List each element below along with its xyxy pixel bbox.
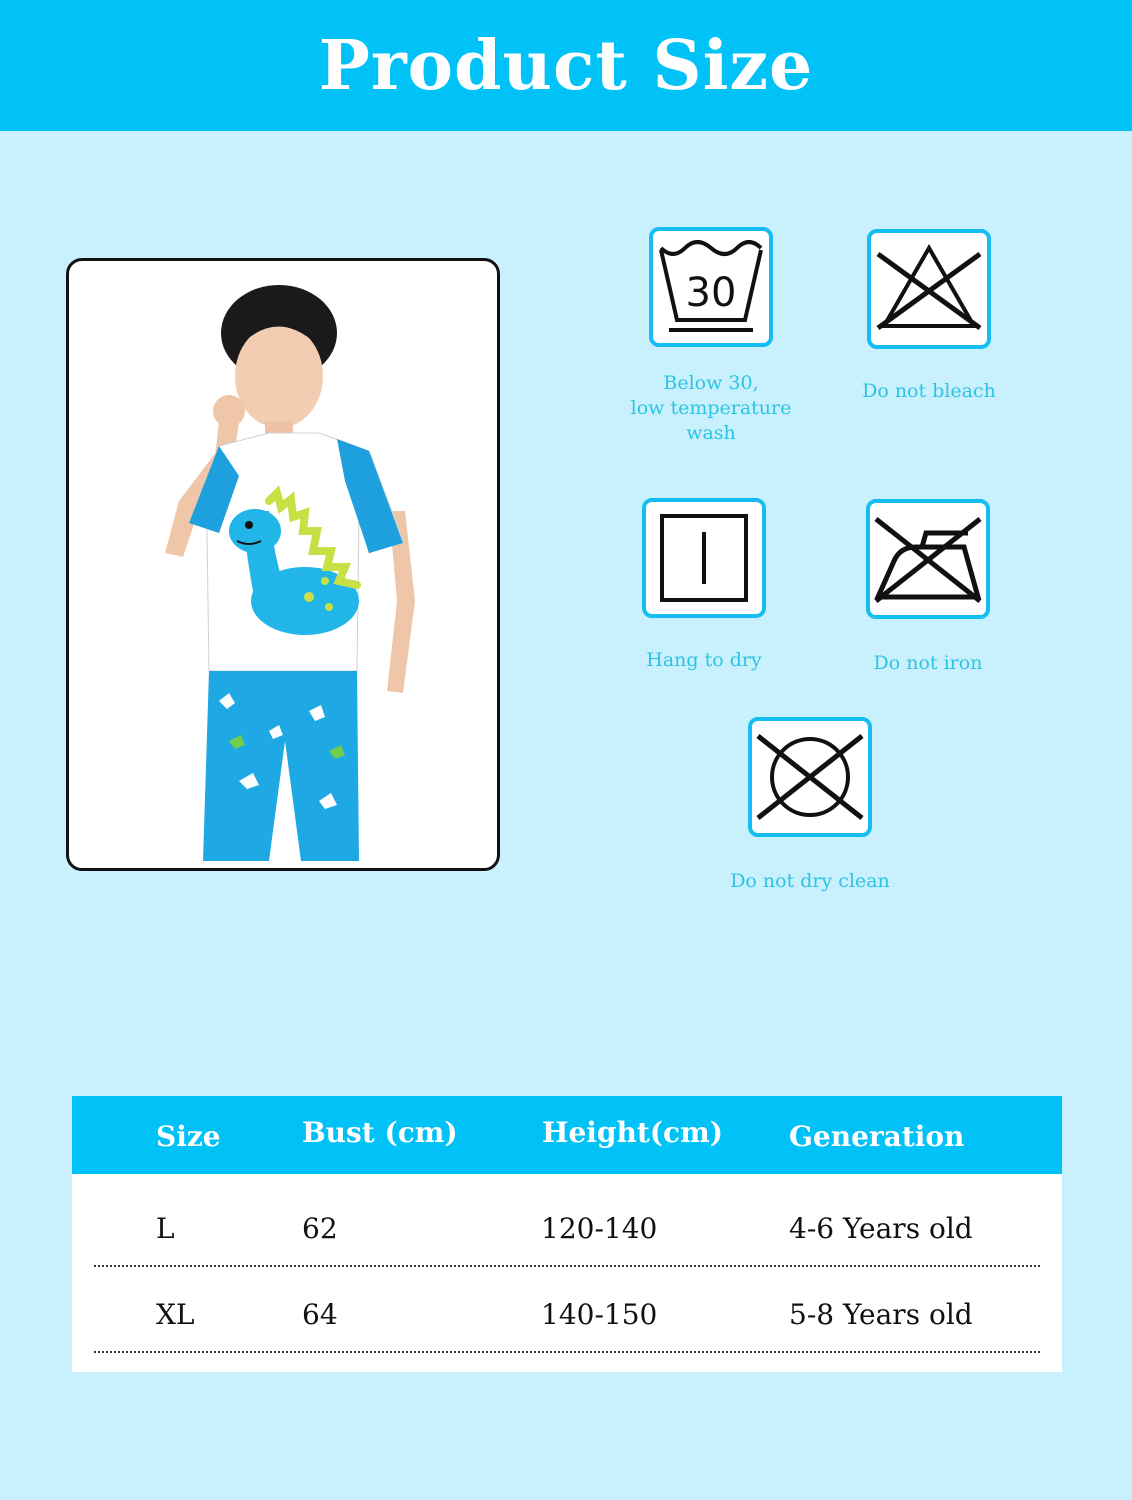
cell-size: L [156,1212,175,1245]
cell-size: XL [156,1298,195,1331]
dry-label: Hang to dry [646,649,762,671]
dryclean-label: Do not dry clean [730,870,890,892]
cell-height: 120-140 [541,1212,658,1245]
cell-generation: 4-6 Years old [789,1212,973,1245]
header-size: Size [156,1120,221,1153]
care-bleach [809,229,1049,404]
wash-label-line1: Below 30, [663,372,759,394]
header-bar [0,0,1132,131]
svg-text:30: 30 [685,270,737,316]
table-header [72,1096,1062,1174]
cell-generation: 5-8 Years old [789,1298,973,1331]
page-title: Product Size [318,25,814,106]
bleach-label: Do not bleach [862,380,996,402]
no-iron-icon [872,511,984,607]
care-wash [591,227,831,446]
table-row [72,1174,1062,1259]
header-height: Height(cm) [542,1116,723,1149]
table-row [72,1260,1062,1345]
cell-bust: 62 [302,1212,338,1245]
wash-label-line3: wash [686,422,736,444]
care-dryclean [690,717,930,894]
iron-label: Do not iron [873,652,983,674]
wash-label-line2: low temperature [630,397,792,419]
header-bust: Bust (cm) [302,1116,458,1149]
hang-dry-icon [658,512,750,604]
header-generation: Generation [789,1120,965,1153]
care-iron [808,499,1048,676]
no-dry-clean-icon [754,730,866,824]
product-photo [66,258,500,871]
wash-30-icon [659,240,763,334]
care-dry [584,498,824,673]
size-table [72,1096,1062,1372]
cell-bust: 64 [302,1298,338,1331]
row-divider [94,1351,1040,1353]
child-swimsuit-illustration [69,261,497,868]
no-bleach-icon [874,244,984,334]
cell-height: 140-150 [541,1298,658,1331]
